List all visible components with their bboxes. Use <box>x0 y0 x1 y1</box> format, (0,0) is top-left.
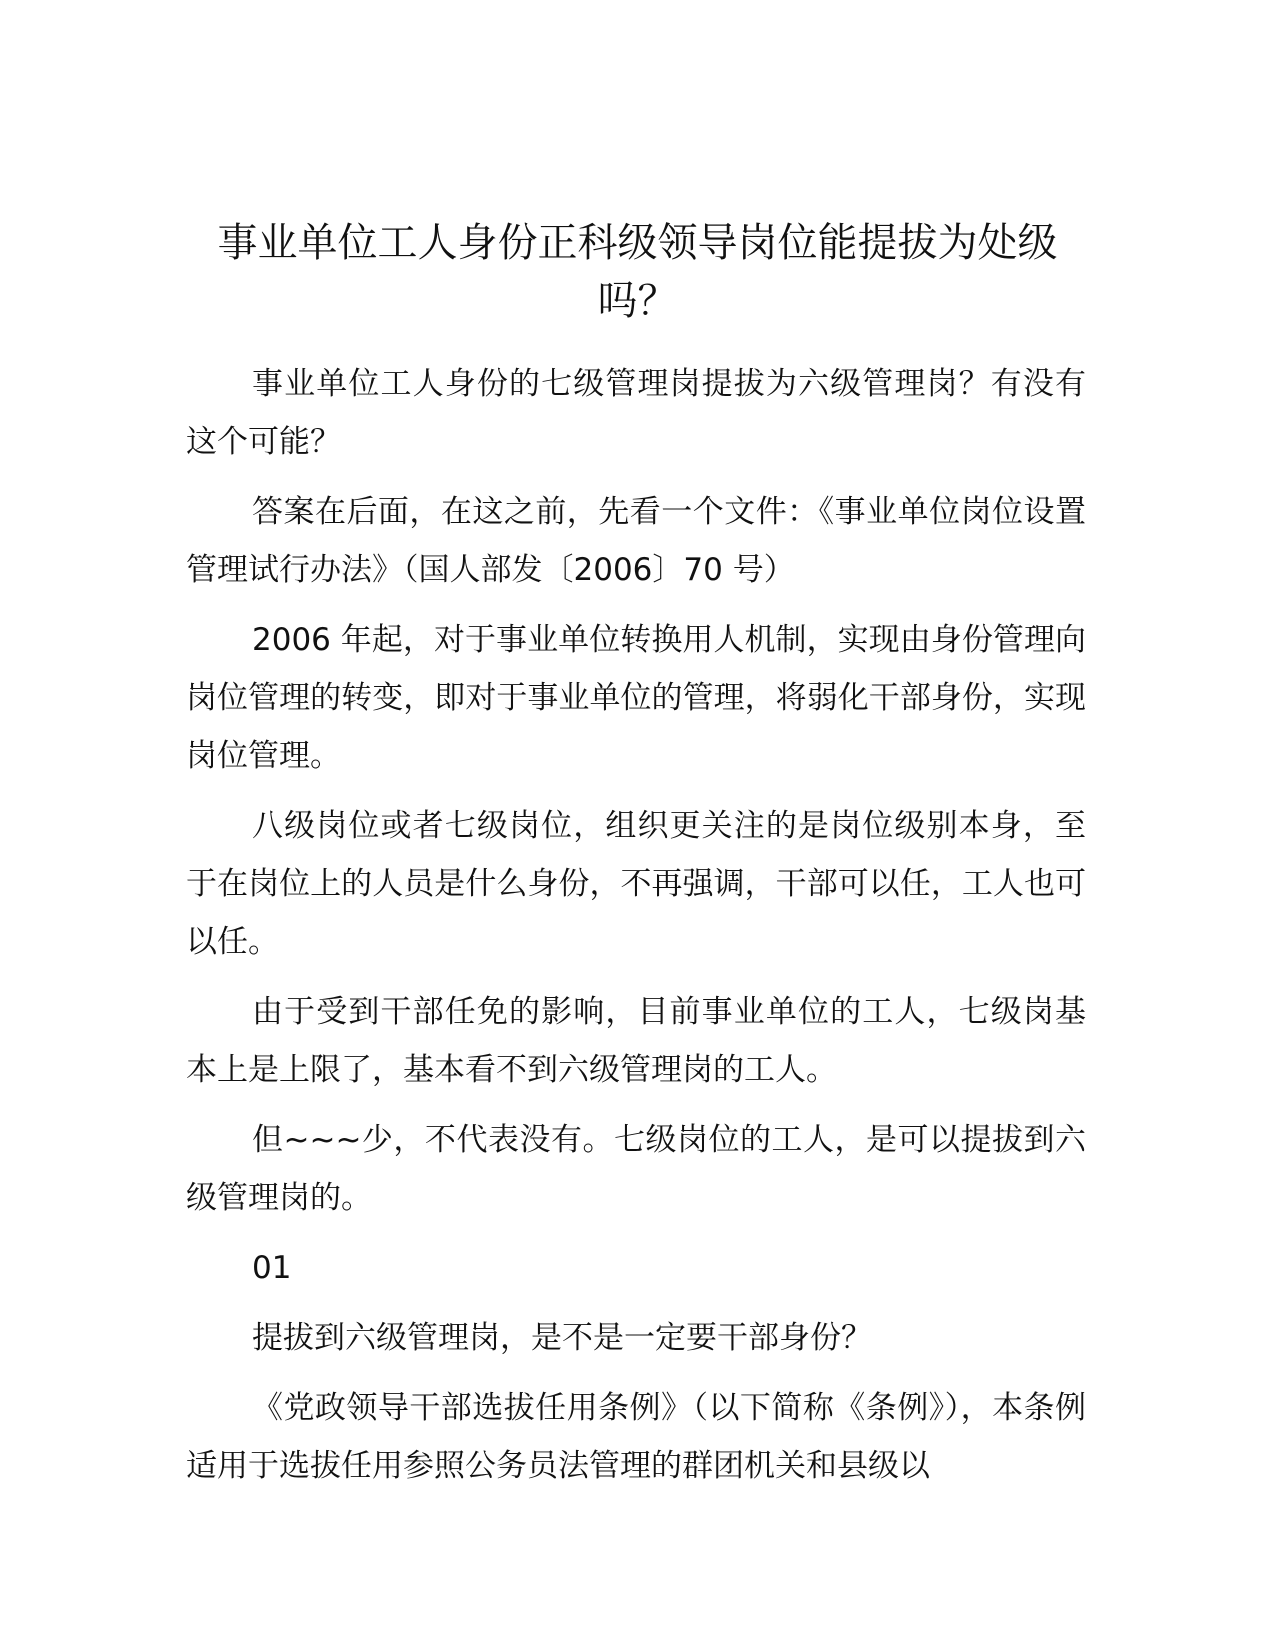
section-heading: 提拔到六级管理岗，是不是一定要干部身份？ <box>252 1320 872 1356</box>
section-number: 01 <box>252 1250 292 1286</box>
document-title: 事业单位工人身份正科级领导岗位能提拔为处级吗？ <box>217 220 1058 324</box>
paragraph: 由于受到干部任免的影响，目前事业单位的工人，七级岗基本上是上限了，基本看不到六级管理岗的工人。 <box>186 994 1086 1088</box>
paragraph: 但~~~少，不代表没有。七级岗位的工人，是可以提拔到六级管理岗的。 <box>186 1122 1086 1216</box>
paragraph: 答案在后面，在这之前，先看一个文件：《事业单位岗位设置管理试行办法》（国人部发〔2006〕70 号） <box>186 494 1086 588</box>
document-body <box>186 355 1086 1507</box>
paragraph: 《党政领导干部选拔任用条例》（以下简称《条例》），本条例适用于选拔任用参照公务员法管理的群团机关和县级以 <box>186 1390 1086 1484</box>
paragraph: 八级岗位或者七级岗位，组织更关注的是岗位级别本身，至于在岗位上的人员是什么身份，不再强调，干部可以任，工人也可以任。 <box>186 808 1086 960</box>
paragraph: 2006 年起，对于事业单位转换用人机制，实现由身份管理向岗位管理的转变，即对于事业单位的管理，将弱化干部身份，实现岗位管理。 <box>186 622 1086 774</box>
paragraph: 事业单位工人身份的七级管理岗提拔为六级管理岗？有没有这个可能？ <box>186 366 1086 460</box>
